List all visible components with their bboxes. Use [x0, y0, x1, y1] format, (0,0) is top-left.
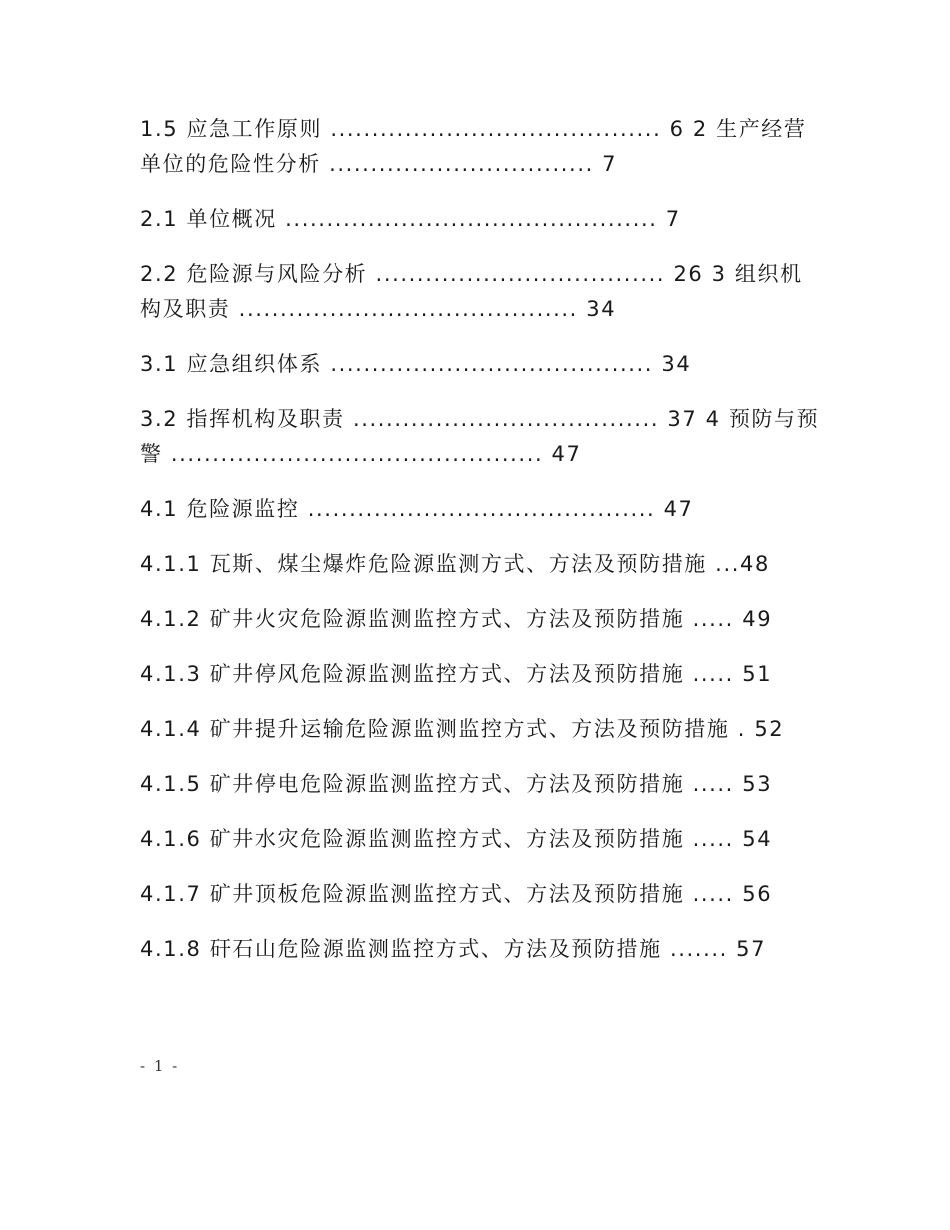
toc-entry: 4.1.7 矿井顶板危险源监测监控方式、方法及预防措施 ..... 56 [140, 882, 773, 906]
table-of-contents [140, 112, 820, 987]
toc-entry: 2.1 单位概况 ............................................. 7 [140, 207, 681, 231]
toc-entry: 4.1.6 矿井水灾危险源监测监控方式、方法及预防措施 ..... 54 [140, 827, 773, 851]
toc-entry: 1.5 应急工作原则 ........................................ 6 2 生产经营单位的危险性分析 ................................ 7 [140, 117, 807, 176]
toc-entry: 3.1 应急组织体系 ....................................... 34 [140, 352, 692, 376]
page-number: - 1 - [140, 1057, 180, 1075]
toc-entry: 4.1.5 矿井停电危险源监测监控方式、方法及预防措施 ..... 53 [140, 772, 773, 796]
toc-entry: 4.1.1 瓦斯、煤尘爆炸危险源监测方式、方法及预防措施 ...48 [140, 552, 770, 576]
toc-entry: 4.1.4 矿井提升运输危险源监测监控方式、方法及预防措施 . 52 [140, 717, 785, 741]
toc-entry: 4.1.3 矿井停风危险源监测监控方式、方法及预防措施 ..... 51 [140, 662, 773, 686]
toc-entry: 4.1 危险源监控 .......................................... 47 [140, 497, 694, 521]
toc-entry: 4.1.2 矿井火灾危险源监测监控方式、方法及预防措施 ..... 49 [140, 607, 773, 631]
toc-entry: 3.2 指挥机构及职责 ..................................... 37 4 预防与预警 ............................................. 47 [140, 407, 820, 466]
toc-entry: 2.2 危险源与风险分析 ................................... 26 3 组织机构及职责 ......................................... 34 [140, 262, 803, 321]
toc-entry: 4.1.8 矸石山危险源监测监控方式、方法及预防措施 ....... 57 [140, 937, 767, 961]
